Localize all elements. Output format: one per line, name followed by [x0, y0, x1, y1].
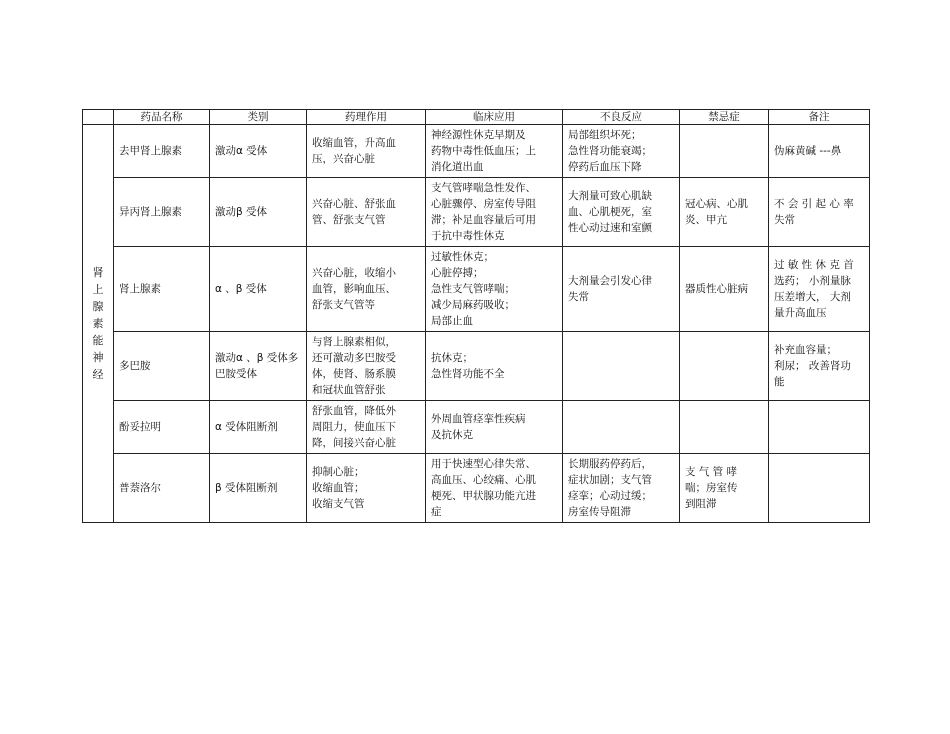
clinical-cell: 过敏性休克； 心脏停搏； 急性支气管哮喘； 减少局麻药吸收； 局部止血 — [426, 247, 563, 332]
header-adverse: 不良反应 — [563, 110, 680, 125]
drug-name: 多巴胺 — [114, 332, 210, 401]
contra-cell — [680, 332, 769, 401]
notes-cell: 不 会 引 起 心 率 失常 — [769, 178, 870, 247]
table-row — [83, 178, 870, 247]
clinical-cell: 外周血管痉挛性疾病 及抗休克 — [426, 401, 563, 454]
drug-category: 激动β 受体 — [210, 178, 307, 247]
drug-category: α 、β 受体 — [210, 247, 307, 332]
header-category: 类别 — [210, 110, 307, 125]
adverse-cell: 局部组织坏死； 急性肾功能衰竭； 停药后血压下降 — [563, 125, 680, 178]
header-pharmacology: 药理作用 — [307, 110, 426, 125]
drug-category: 激动α 、β 受体多巴胺受体 — [210, 332, 307, 401]
notes-cell: 过 敏 性 休 克 首 选药； 小剂量脉 压差增大， 大剂 量升高血压 — [769, 247, 870, 332]
header-drug-name: 药品名称 — [114, 110, 210, 125]
header-clinical: 临床应用 — [426, 110, 563, 125]
drug-name: 异丙肾上腺素 — [114, 178, 210, 247]
contra-cell: 冠心病、心肌 炎、甲亢 — [680, 178, 769, 247]
drug-category: α 受体阻断剂 — [210, 401, 307, 454]
clinical-cell: 支气管哮喘急性发作、 心脏骤停、房室传导阻 滞；补足血容量后可用 于抗中毒性休克 — [426, 178, 563, 247]
adverse-cell — [563, 332, 680, 401]
group-label: 肾上腺素能神经 — [83, 125, 114, 523]
table-row — [83, 401, 870, 454]
pharmacology-cell: 收缩血管，升高血 压，兴奋心脏 — [307, 125, 426, 178]
notes-cell: 伪麻黄碱 ---鼻 — [769, 125, 870, 178]
contra-cell: 支 气 管 哮 喘；房室传 到阻滞 — [680, 454, 769, 523]
header-row — [83, 110, 870, 125]
header-blank — [83, 110, 114, 125]
pharmacology-cell: 抑制心脏； 收缩血管； 收缩支气管 — [307, 454, 426, 523]
clinical-cell: 用于快速型心律失常、 高血压、心绞痛、心肌 梗死、甲状腺功能亢进 症 — [426, 454, 563, 523]
adverse-cell: 大剂量会引发心律 失常 — [563, 247, 680, 332]
drug-name: 酚妥拉明 — [114, 401, 210, 454]
drug-name: 普萘洛尔 — [114, 454, 210, 523]
pharmacology-cell: 兴奋心脏、舒张血 管、舒张支气管 — [307, 178, 426, 247]
drug-category: 激动α 受体 — [210, 125, 307, 178]
pharmacology-cell: 兴奋心脏，收缩小 血管，影响血压、 舒张支气管等 — [307, 247, 426, 332]
contra-cell — [680, 125, 769, 178]
adverse-cell: 长期服药停药后， 症状加剧；支气管 痉挛；心动过缓； 房室传导阻滞 — [563, 454, 680, 523]
drug-name: 肾上腺素 — [114, 247, 210, 332]
clinical-cell: 神经源性休克早期及 药物中毒性低血压；上 消化道出血 — [426, 125, 563, 178]
notes-cell — [769, 401, 870, 454]
table-row — [83, 332, 870, 401]
drug-name: 去甲肾上腺素 — [114, 125, 210, 178]
drug-category: β 受体阻断剂 — [210, 454, 307, 523]
header-contraindications: 禁忌症 — [680, 110, 769, 125]
table-row — [83, 247, 870, 332]
table-row — [83, 125, 870, 178]
pharmacology-cell: 舒张血管，降低外 周阻力，使血压下 降，间接兴奋心脏 — [307, 401, 426, 454]
contra-cell: 器质性心脏病 — [680, 247, 769, 332]
adverse-cell: 大剂量可致心肌缺 血、心肌梗死，室 性心动过速和室颤 — [563, 178, 680, 247]
clinical-cell: 抗休克； 急性肾功能不全 — [426, 332, 563, 401]
notes-cell — [769, 454, 870, 523]
header-notes: 备注 — [769, 110, 870, 125]
pharmacology-cell: 与肾上腺素相似， 还可激动多巴胺受 体，使肾、肠系膜 和冠状血管舒张 — [307, 332, 426, 401]
table-row — [83, 454, 870, 523]
adverse-cell — [563, 401, 680, 454]
contra-cell — [680, 401, 769, 454]
drug-table — [82, 109, 870, 523]
notes-cell: 补充血容量； 利尿； 改善肾功 能 — [769, 332, 870, 401]
